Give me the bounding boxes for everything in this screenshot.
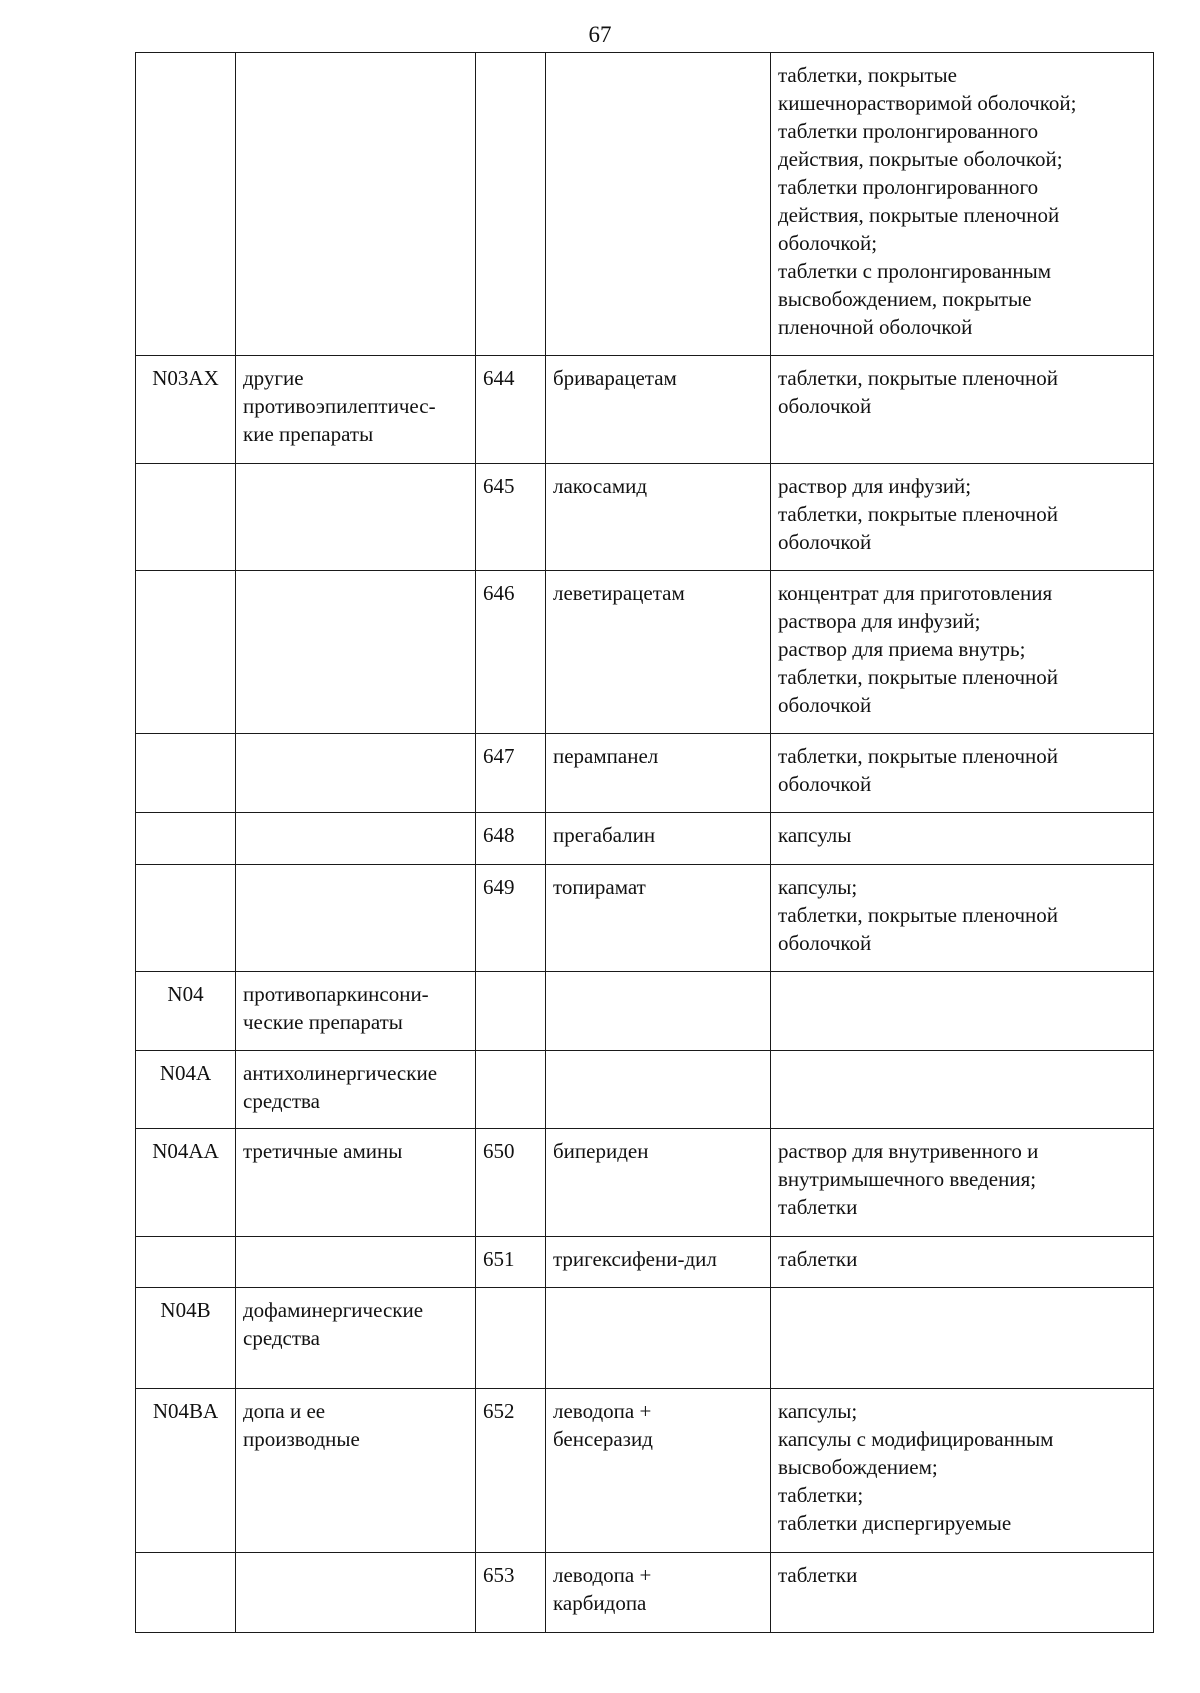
table-row <box>136 356 1154 464</box>
atc-code-cell <box>136 813 236 865</box>
pharmacological-group-cell <box>236 865 476 972</box>
item-number-cell: 645 <box>476 464 546 571</box>
item-number-cell: 650 <box>476 1129 546 1237</box>
atc-code-cell <box>136 1237 236 1288</box>
dosage-forms-cell: таблетки, покрытые кишечнорастворимой оболочкой; таблетки пролонгированного действия, покрытые оболочкой; таблетки пролонгированного действия, покрытые пленочной оболочкой; таблетки с пролонгированным высвобождением, покрытые пленочной оболочкой <box>771 53 1154 356</box>
drug-name-cell: тригексифени-дил <box>546 1237 771 1288</box>
dosage-forms-cell: таблетки <box>771 1553 1154 1633</box>
table-row <box>136 813 1154 865</box>
pharmacological-group-cell: третичные амины <box>236 1129 476 1237</box>
atc-code-cell <box>136 464 236 571</box>
pharmacological-group-cell: другие противоэпилептичес- кие препараты <box>236 356 476 464</box>
table-row <box>136 1129 1154 1237</box>
dosage-forms-cell: капсулы; таблетки, покрытые пленочной оболочкой <box>771 865 1154 972</box>
drug-name-cell: бипериден <box>546 1129 771 1237</box>
pharmacological-group-cell: антихолинергические средства <box>236 1051 476 1129</box>
table-row <box>136 1237 1154 1288</box>
table-row <box>136 1553 1154 1633</box>
atc-code-cell: N04 <box>136 972 236 1051</box>
item-number-cell <box>476 972 546 1051</box>
table-row <box>136 734 1154 813</box>
page-number: 67 <box>588 22 612 47</box>
drug-name-cell: леводопа + бенсеразид <box>546 1389 771 1553</box>
table-row <box>136 53 1154 356</box>
item-number-cell: 644 <box>476 356 546 464</box>
pharmacological-group-cell <box>236 1553 476 1633</box>
drug-name-cell: перампанел <box>546 734 771 813</box>
item-number-cell: 652 <box>476 1389 546 1553</box>
atc-code-cell <box>136 1553 236 1633</box>
pharmacological-group-cell <box>236 1237 476 1288</box>
dosage-forms-cell: таблетки <box>771 1237 1154 1288</box>
item-number-cell: 646 <box>476 571 546 734</box>
drug-name-cell <box>546 53 771 356</box>
atc-code-cell: N03AX <box>136 356 236 464</box>
atc-code-cell <box>136 734 236 813</box>
atc-code-cell: N04AA <box>136 1129 236 1237</box>
dosage-forms-cell: раствор для внутривенного и внутримышечного введения; таблетки <box>771 1129 1154 1237</box>
item-number-cell: 653 <box>476 1553 546 1633</box>
table-row <box>136 464 1154 571</box>
table-row <box>136 972 1154 1051</box>
pharmacological-group-cell <box>236 53 476 356</box>
pharmacological-group-cell: допа и ее производные <box>236 1389 476 1553</box>
table-row <box>136 1288 1154 1389</box>
table-row <box>136 1051 1154 1129</box>
item-number-cell <box>476 1288 546 1389</box>
dosage-forms-cell: капсулы <box>771 813 1154 865</box>
item-number-cell <box>476 1051 546 1129</box>
table-row <box>136 1389 1154 1553</box>
drug-name-cell <box>546 972 771 1051</box>
pharmacological-group-cell <box>236 734 476 813</box>
atc-code-cell <box>136 865 236 972</box>
dosage-forms-cell: таблетки, покрытые пленочной оболочкой <box>771 734 1154 813</box>
item-number-cell: 651 <box>476 1237 546 1288</box>
dosage-forms-cell: капсулы; капсулы с модифицированным высвобождением; таблетки; таблетки диспергируемые <box>771 1389 1154 1553</box>
item-number-cell: 647 <box>476 734 546 813</box>
table-row <box>136 571 1154 734</box>
drug-name-cell: лакосамид <box>546 464 771 571</box>
dosage-forms-cell: таблетки, покрытые пленочной оболочкой <box>771 356 1154 464</box>
drug-name-cell: прегабалин <box>546 813 771 865</box>
dosage-forms-cell <box>771 1051 1154 1129</box>
pharmacological-group-cell: дофаминергические средства <box>236 1288 476 1389</box>
atc-code-cell: N04BA <box>136 1389 236 1553</box>
pharmacological-group-cell <box>236 813 476 865</box>
dosage-forms-cell <box>771 1288 1154 1389</box>
drug-name-cell: леводопа + карбидопа <box>546 1553 771 1633</box>
item-number-cell: 648 <box>476 813 546 865</box>
atc-code-cell: N04A <box>136 1051 236 1129</box>
item-number-cell <box>476 53 546 356</box>
drug-name-cell: бриварацетам <box>546 356 771 464</box>
pharmacological-group-cell <box>236 464 476 571</box>
pharmacological-group-cell: противопаркинсони- ческие препараты <box>236 972 476 1051</box>
drug-name-cell <box>546 1288 771 1389</box>
atc-code-cell <box>136 53 236 356</box>
atc-code-cell <box>136 571 236 734</box>
dosage-forms-cell <box>771 972 1154 1051</box>
dosage-forms-cell: раствор для инфузий; таблетки, покрытые пленочной оболочкой <box>771 464 1154 571</box>
table-row <box>136 865 1154 972</box>
atc-code-cell: N04B <box>136 1288 236 1389</box>
item-number-cell: 649 <box>476 865 546 972</box>
dosage-forms-cell: концентрат для приготовления раствора для инфузий; раствор для приема внутрь; таблетки, покрытые пленочной оболочкой <box>771 571 1154 734</box>
drug-name-cell: леветирацетам <box>546 571 771 734</box>
drug-name-cell: топирамат <box>546 865 771 972</box>
drug-name-cell <box>546 1051 771 1129</box>
pharmacological-group-cell <box>236 571 476 734</box>
medication-table <box>135 52 1154 1633</box>
